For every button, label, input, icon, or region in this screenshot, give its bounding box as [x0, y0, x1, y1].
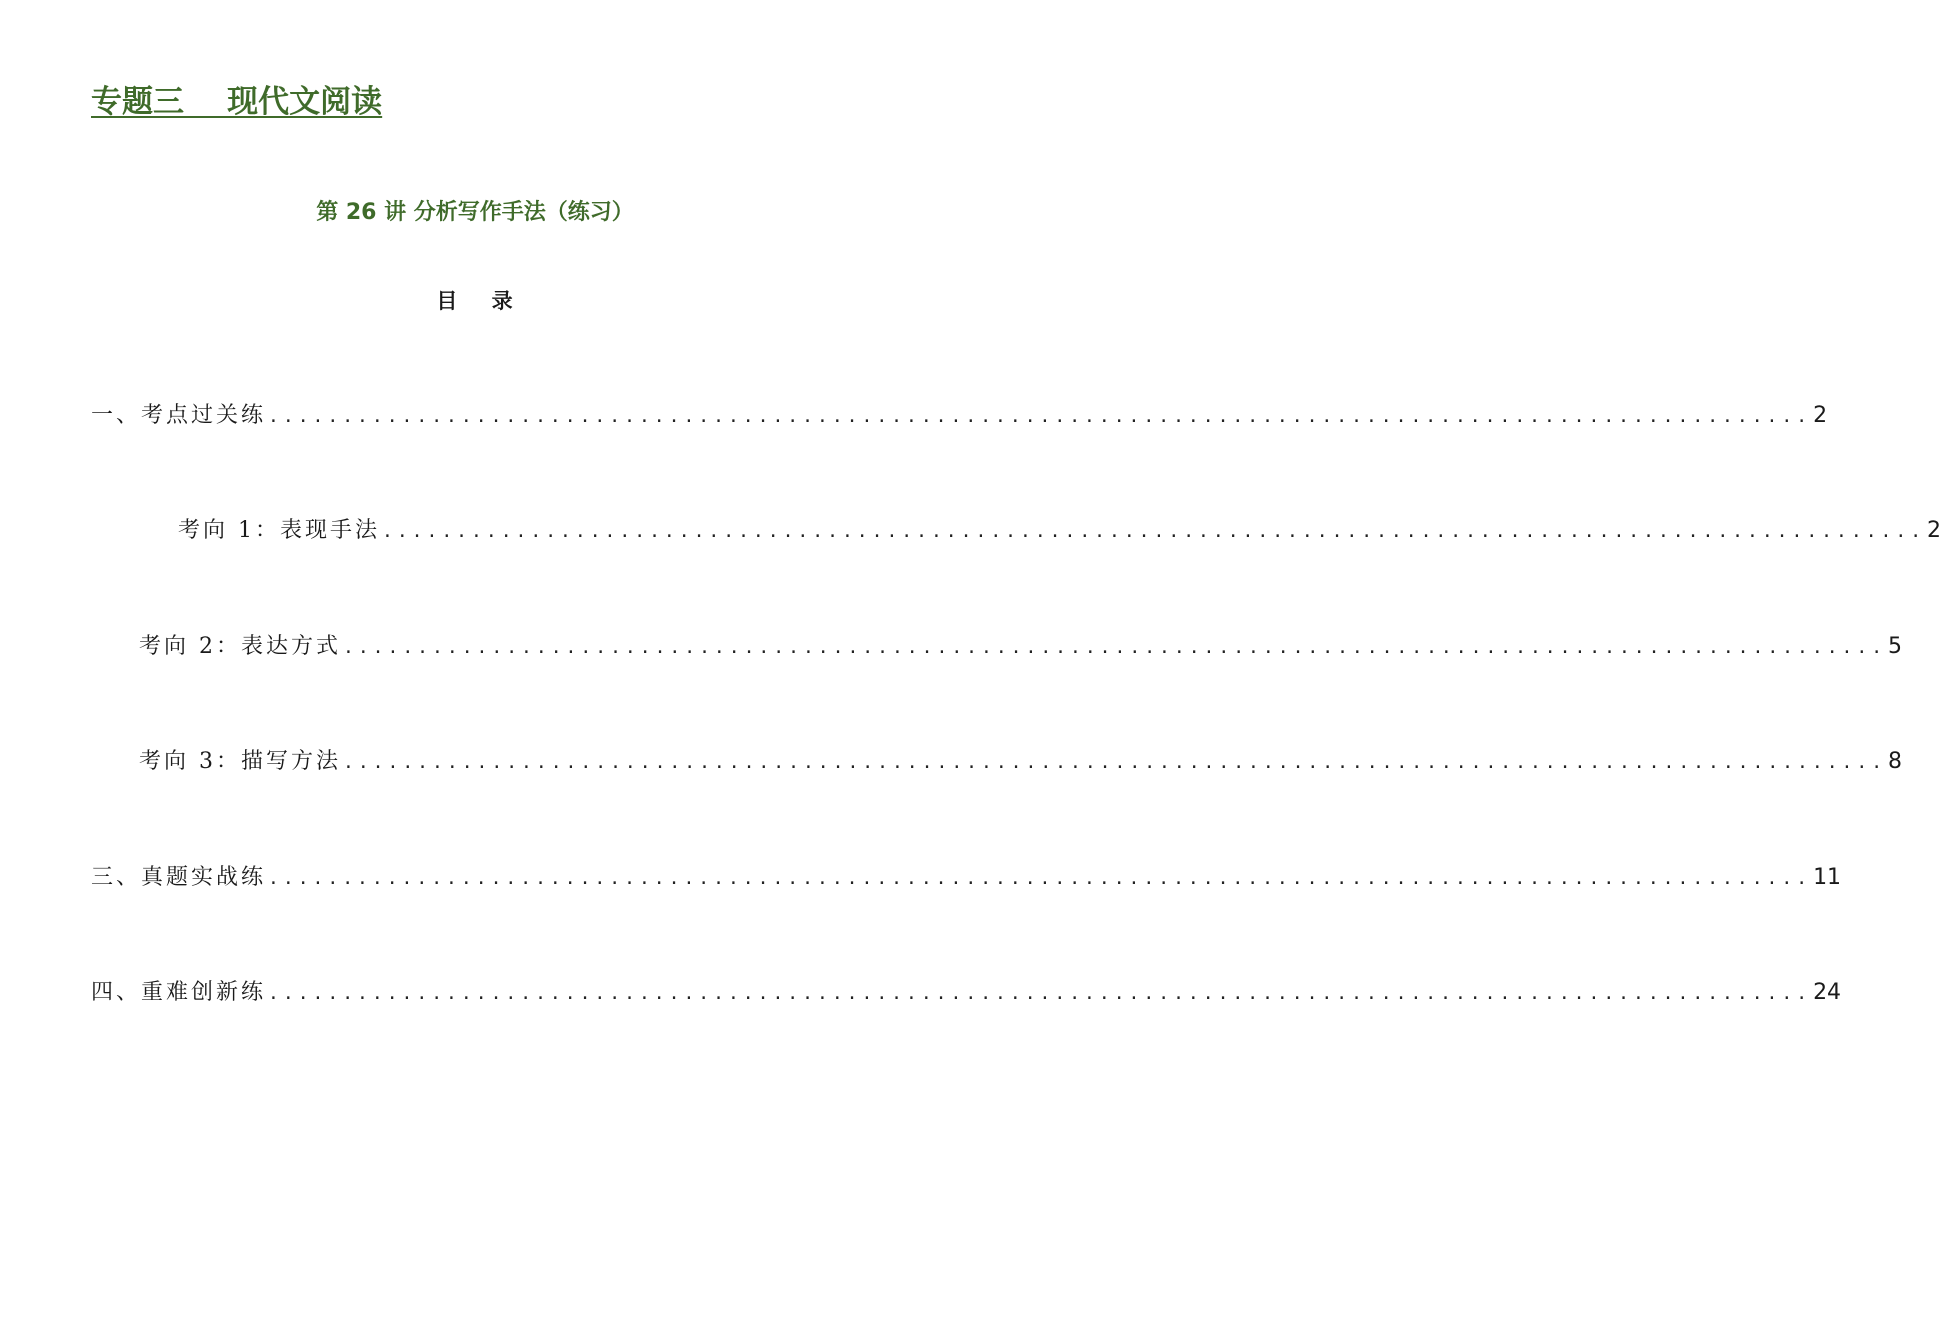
toc-page-number: 11	[1813, 865, 1842, 890]
toc-entry-kaodian-guoguan[interactable]	[91, 399, 1828, 433]
toc-entry-kaoxiang-3[interactable]	[139, 745, 1903, 779]
toc-dot-leader: ........................................................................................................	[343, 752, 1887, 773]
toc-dot-leader: ........................................................................................................	[268, 868, 1812, 889]
topic-title: 专题三 现代文阅读	[91, 84, 383, 120]
toc-page-number: 5	[1888, 634, 1903, 659]
toc-heading: 目 录	[436, 289, 514, 313]
toc-entry-label: 考向 3：描写方法	[139, 749, 341, 774]
toc-entry-kaoxiang-2[interactable]	[139, 630, 1903, 664]
toc-page-number: 24	[1813, 980, 1842, 1005]
toc-entry-zhenti-shizhan[interactable]	[91, 861, 1842, 895]
toc-entry-kaoxiang-1[interactable]	[178, 514, 1941, 548]
toc-entry-label: 考向 1：表现手法	[178, 518, 380, 543]
toc-page-number: 2	[1927, 518, 1941, 543]
toc-page-number: 2	[1813, 403, 1828, 428]
toc-dot-leader: ........................................................................................................	[382, 521, 1926, 542]
toc-dot-leader: ........................................................................................................	[268, 406, 1812, 427]
toc-page-number: 8	[1888, 749, 1903, 774]
toc-dot-leader: ........................................................................................................	[343, 637, 1887, 658]
toc-entry-label: 三、真题实战练	[91, 865, 267, 890]
toc-entry-label: 一、考点过关练	[91, 403, 267, 428]
toc-entry-label: 四、重难创新练	[91, 980, 267, 1005]
toc-entry-zhongnan-chuangxin[interactable]	[91, 976, 1842, 1010]
toc-entry-label: 考向 2：表达方式	[139, 634, 341, 659]
toc-dot-leader: ........................................................................................................	[268, 983, 1812, 1004]
lecture-title: 第 26 讲 分析写作手法（练习）	[316, 200, 634, 225]
